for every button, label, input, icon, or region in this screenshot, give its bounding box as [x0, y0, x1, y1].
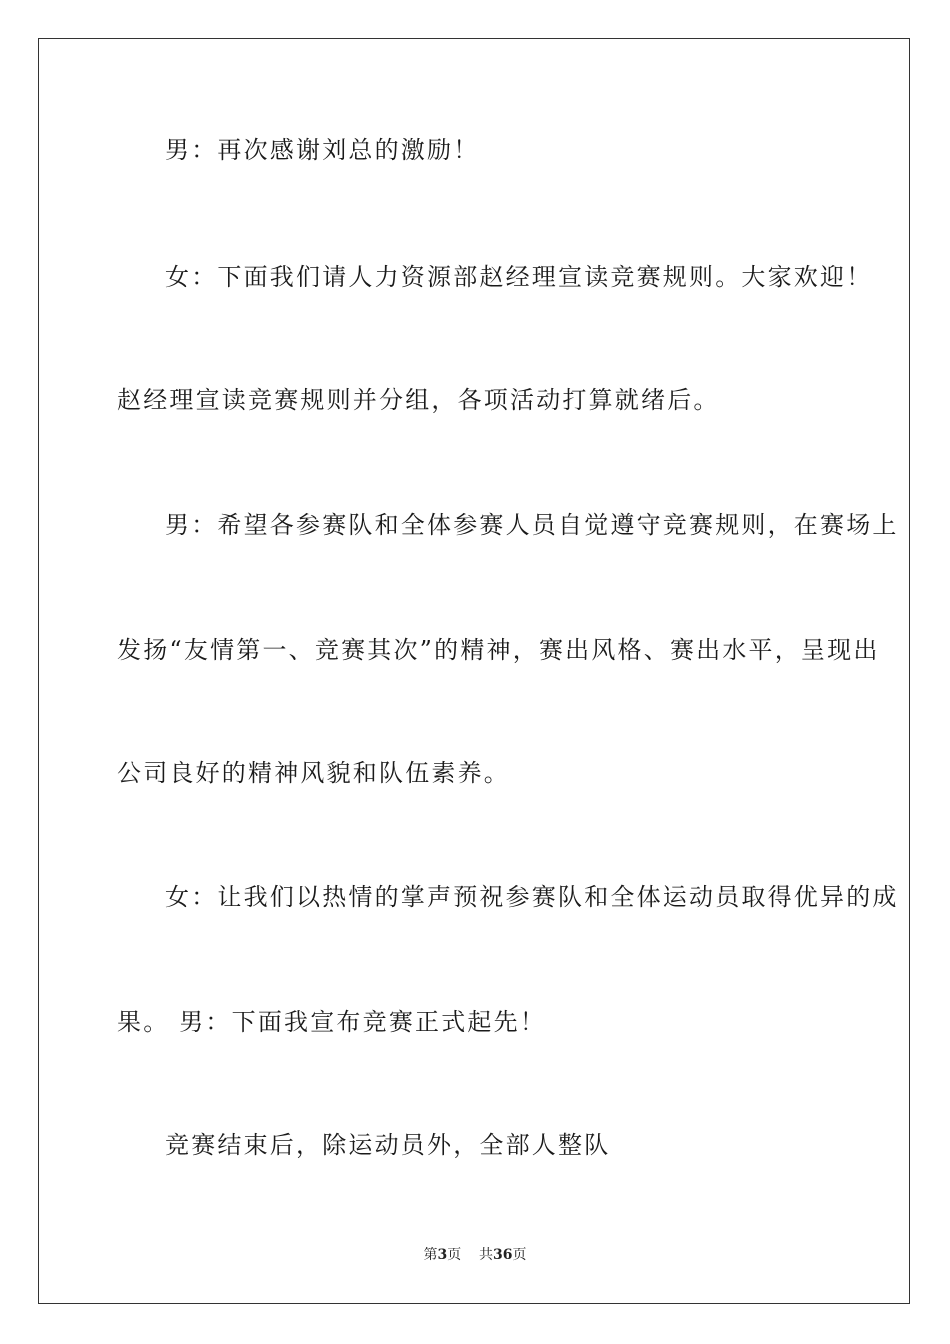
footer-page-prefix: 第	[423, 1247, 438, 1263]
footer-total-pages: 36	[493, 1247, 513, 1263]
text-line-1: 男：再次感谢刘总的激励！	[165, 136, 480, 164]
text-line-7: 女：让我们以热情的掌声预祝参赛队和全体运动员取得优异的成	[165, 883, 899, 911]
page-footer	[0, 1246, 950, 1264]
text-line-9: 竞赛结束后，除运动员外，全部人整队	[165, 1131, 611, 1159]
footer-page-number: 3	[437, 1247, 448, 1263]
text-line-2: 女：下面我们请人力资源部赵经理宣读竞赛规则。大家欢迎！	[165, 263, 873, 291]
text-line-4: 男：希望各参赛队和全体参赛人员自觉遵守竞赛规则，在赛场上	[165, 511, 899, 539]
text-line-6: 公司良好的精神风貌和队伍素养。	[117, 759, 510, 787]
footer-total-suffix: 页	[512, 1247, 527, 1263]
footer-page-suffix: 页	[447, 1247, 462, 1263]
page-border	[38, 38, 910, 1304]
text-line-3: 赵经理宣读竞赛规则并分组，各项活动打算就绪后。	[117, 386, 720, 414]
text-line-5: 发扬“友情第一、竞赛其次”的精神，赛出风格、赛出水平，呈现出	[117, 636, 880, 664]
text-line-8: 果。 男：下面我宣布竞赛正式起先！	[117, 1008, 547, 1036]
footer-total-prefix: 共	[479, 1247, 494, 1263]
